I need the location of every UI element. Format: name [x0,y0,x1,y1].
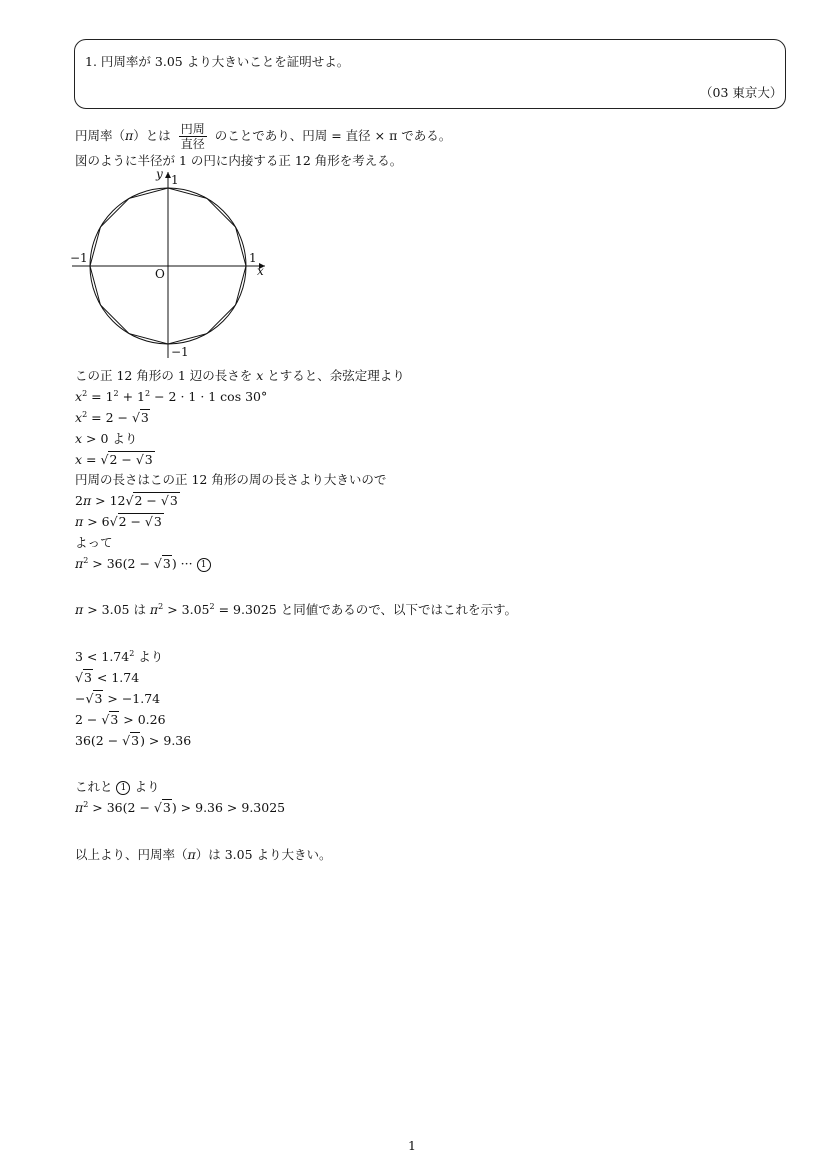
problem-source: （03 東京大） [700,85,783,100]
ref-mark-2: 1 [116,781,130,795]
pi-symbol: π [125,128,134,143]
x-axis-label: x [257,264,264,278]
problem-box [74,39,786,109]
tick-label-neg-y: −1 [171,345,189,359]
proof-line-12: $3 < 1.74^2$ より [75,649,164,664]
def-suffix: のことであり、円周 = 直径 × π である。 [214,128,452,143]
frac-numerator: 円周 [180,122,205,136]
proof-line-17: これと 1 より [75,779,160,794]
tick-label-pos-y: 1 [171,173,179,187]
circumference-over-diameter [179,122,207,151]
proof-line-10: $\pi^2 > 36(2 - √3)$ ··· 1 [75,556,211,572]
problem-number: 1. [85,54,97,69]
problem-statement [85,52,349,70]
proof-line-14: −√3 > −1.74 [75,691,161,706]
tick-label-neg-x: −1 [70,251,88,265]
def-mid: ）とは [133,128,171,143]
proof-line-13: √3 < 1.74 [75,670,140,685]
proof-line-1: この正 12 角形の 1 辺の長さを x とすると、余弦定理より [75,368,405,383]
origin-label: O [155,267,165,281]
proof-line-7: 2π > 12√2 − √3 [75,493,178,508]
page-number: 1 [408,1138,416,1153]
tick-label-pos-x: 1 [249,251,257,265]
dodecagon-figure [64,168,274,363]
conclusion: 以上より、円周率（π）は 3.05 より大きい。 [75,847,332,862]
pi-definition [75,122,451,151]
y-axis-label: y [156,168,163,181]
def-prefix: 円周率（ [75,128,126,143]
proof-line-11: π > 3.05 は $\pi^2 > 3.05^2 = 9.3025$ と同値であるので、以下ではこれを示す。 [75,602,517,617]
frac-denominator: 直径 [180,137,205,151]
proof-line-6: 円周の長さはこの正 12 角形の周の長さより大きいので [75,472,387,487]
proof-line-3: $x^2 = 2 - √3$ [75,410,149,425]
proof-line-8: π > 6√2 − √3 [75,514,162,529]
proof-line-16: 36(2 − √3) > 9.36 [75,733,192,748]
problem-text: 円周率が 3.05 より大きいことを証明せよ。 [100,54,350,69]
proof-line-2: $x^2 = 1^2 + 1^2 - 2 \cdot 1 \cdot 1$ cos 30° [75,389,268,404]
figure-caption: 図のように半径が 1 の円に内接する正 12 角形を考える。 [75,153,403,168]
proof-line-15: 2 − √3 > 0.26 [75,712,166,727]
proof-line-18: $\pi^2 > 36(2 - √3) > 9.36 > 9.3025$ [75,800,286,815]
ref-mark-1: 1 [197,558,211,572]
proof-line-9: よって [75,535,113,550]
proof-line-4: x > 0 より [75,431,138,446]
proof-line-5: x = √2 − √3 [75,452,153,467]
